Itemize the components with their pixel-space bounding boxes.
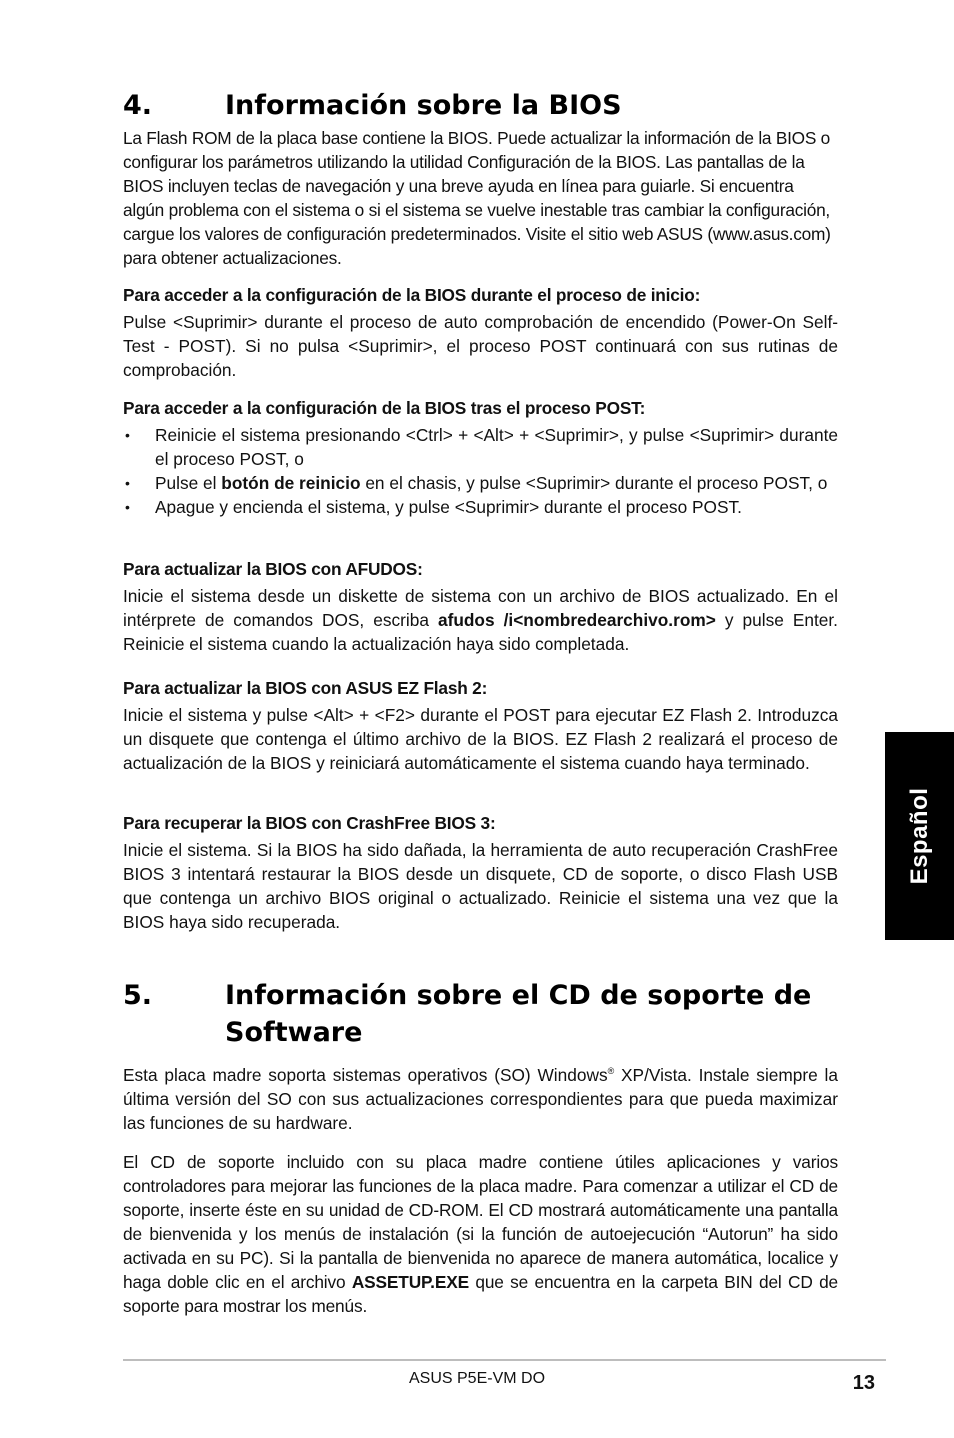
bios-intro-paragraph: La Flash ROM de la placa base contiene la BIOS. Puede actualizar la información de la BIOS o configurar los parámetros utilizando la utilidad Configuración de la BIOS. Las pantallas de la BIOS incluyen teclas de navegación y una breve ayuda en línea para guiarle. Si encuentra algún problema con el sistema o si el sistema se vuelve inestable tras cambiar la configuración, cargue los valores de configuración predeterminados. Visite el sitio web ASUS (www.asus.com) para obtener actualizaciones.	[123, 128, 831, 268]
section-number: 4.	[123, 90, 153, 121]
registered-mark: ®	[607, 1066, 615, 1076]
crashfree-block	[123, 811, 838, 934]
boot-paragraph: Pulse <Suprimir> durante el proceso de auto comprobación de encendido (Power-On Self-Test - POST). Si no pulsa <Suprimir>, el proceso POST continuará con sus rutinas de comprobación.	[123, 312, 838, 380]
crashfree-paragraph: Inicie el sistema. Si la BIOS ha sido dañada, la herramienta de auto recuperación CrashFree BIOS 3 intentará restaurar la BIOS desde un disquete, CD de soporte, o disco Flash USB que contenga un archivo BIOS original o actualizado. Reinicie el sistema una vez que la BIOS haya sido recuperada.	[123, 840, 838, 932]
bullet-text: Reinicie el sistema presionando <Ctrl> + <Alt> + <Suprimir>, y pulse <Suprimir> durante el proceso POST, o	[155, 425, 838, 469]
afudos-text-post: y pulse Enter. Reinicie el sistema cuando la actualización haya sido completada.	[123, 610, 838, 654]
section-5	[123, 977, 838, 1051]
bullet-icon: •	[125, 475, 130, 491]
list-item	[123, 423, 838, 471]
cd-text-post: que se encuentra en la carpeta BIN del CD de soporte para mostrar los menús.	[123, 1272, 838, 1316]
section-5-heading	[123, 977, 838, 1051]
bullet-icon: •	[125, 427, 130, 443]
cd-content-block	[123, 1150, 838, 1318]
post-heading: Para acceder a la configuración de la BIOS tras el proceso POST:	[123, 398, 646, 418]
afudos-heading: Para actualizar la BIOS con AFUDOS:	[123, 559, 423, 579]
os-text-pre: Esta placa madre soporta sistemas operativos (SO) Windows	[123, 1065, 608, 1085]
cd-content-paragraph	[123, 1150, 838, 1318]
footer-product-name: ASUS P5E-VM DO	[408, 1370, 546, 1387]
bullet-icon: •	[125, 499, 130, 515]
language-tab-label: Español	[905, 787, 933, 885]
language-tab	[885, 732, 954, 940]
section-number: 5.	[123, 980, 153, 1011]
bios-intro-block	[123, 126, 838, 270]
list-item	[123, 495, 838, 519]
cd-text-pre: El CD de soporte incluido con su placa madre contiene útiles aplicaciones y varios controladores para mejorar las funciones de la placa madre. Para comenzar a utilizar el CD de soporte, inserte éste en su unidad de CD-ROM. El CD mostrará automáticamente una pantalla de bienvenida y los menús de instalación (si la función de autoejecución “Autorun” ha sido activada en su PC). Si la pantalla de bienvenida no aparece de manera automática, localice y haga doble clic en el archivo	[123, 1152, 838, 1292]
os-text-post: XP/Vista. Instale siempre la última versión del SO con sus actualizaciones correspondientes para que pueda maximizar las funciones de su hardware.	[123, 1065, 839, 1133]
page-number: 13	[852, 1372, 875, 1394]
bullet-text-post: en el chasis, y pulse <Suprimir> durante el proceso POST, o	[360, 473, 828, 493]
afudos-block	[123, 557, 838, 656]
section-4-heading	[123, 87, 838, 124]
bullet-text: Apague y encienda el sistema, y pulse <Suprimir> durante el proceso POST.	[155, 497, 742, 517]
cd-os-block	[123, 1063, 838, 1135]
afudos-command: afudos /i<nombredearchivo.rom>	[437, 610, 716, 630]
afudos-paragraph	[123, 584, 838, 656]
ezflash-heading: Para actualizar la BIOS con ASUS EZ Flash 2:	[123, 678, 488, 698]
ezflash-block	[123, 676, 838, 775]
assetup-filename: ASSETUP.EXE	[351, 1272, 469, 1292]
reset-button-term: botón de reinicio	[221, 473, 361, 493]
post-block	[123, 396, 838, 519]
section-title: Información sobre el CD de soporte de Software	[225, 980, 812, 1048]
ezflash-paragraph: Inicie el sistema y pulse <Alt> + <F2> durante el POST para ejecutar EZ Flash 2. Introduzca un disquete que contenga el último archivo de la BIOS. EZ Flash 2 realizará el proceso de actualización de la BIOS y reiniciará automáticamente el sistema cuando haya terminado.	[123, 705, 838, 773]
section-title: Información sobre la BIOS	[225, 90, 622, 121]
crashfree-heading: Para recuperar la BIOS con CrashFree BIOS 3:	[123, 813, 496, 833]
list-item	[123, 471, 838, 495]
cd-os-paragraph	[123, 1063, 838, 1135]
boot-heading: Para acceder a la configuración de la BIOS durante el proceso de inicio:	[123, 285, 701, 305]
bullet-text-pre: Pulse el	[155, 473, 222, 493]
section-4	[123, 87, 838, 124]
post-bullet-list	[123, 423, 838, 519]
footer-divider	[123, 1359, 886, 1361]
afudos-text-pre: Inicie el sistema desde un diskette de sistema con un archivo de BIOS actualizado. En el intérprete de comandos DOS, escriba	[123, 586, 838, 630]
boot-block	[123, 283, 838, 382]
